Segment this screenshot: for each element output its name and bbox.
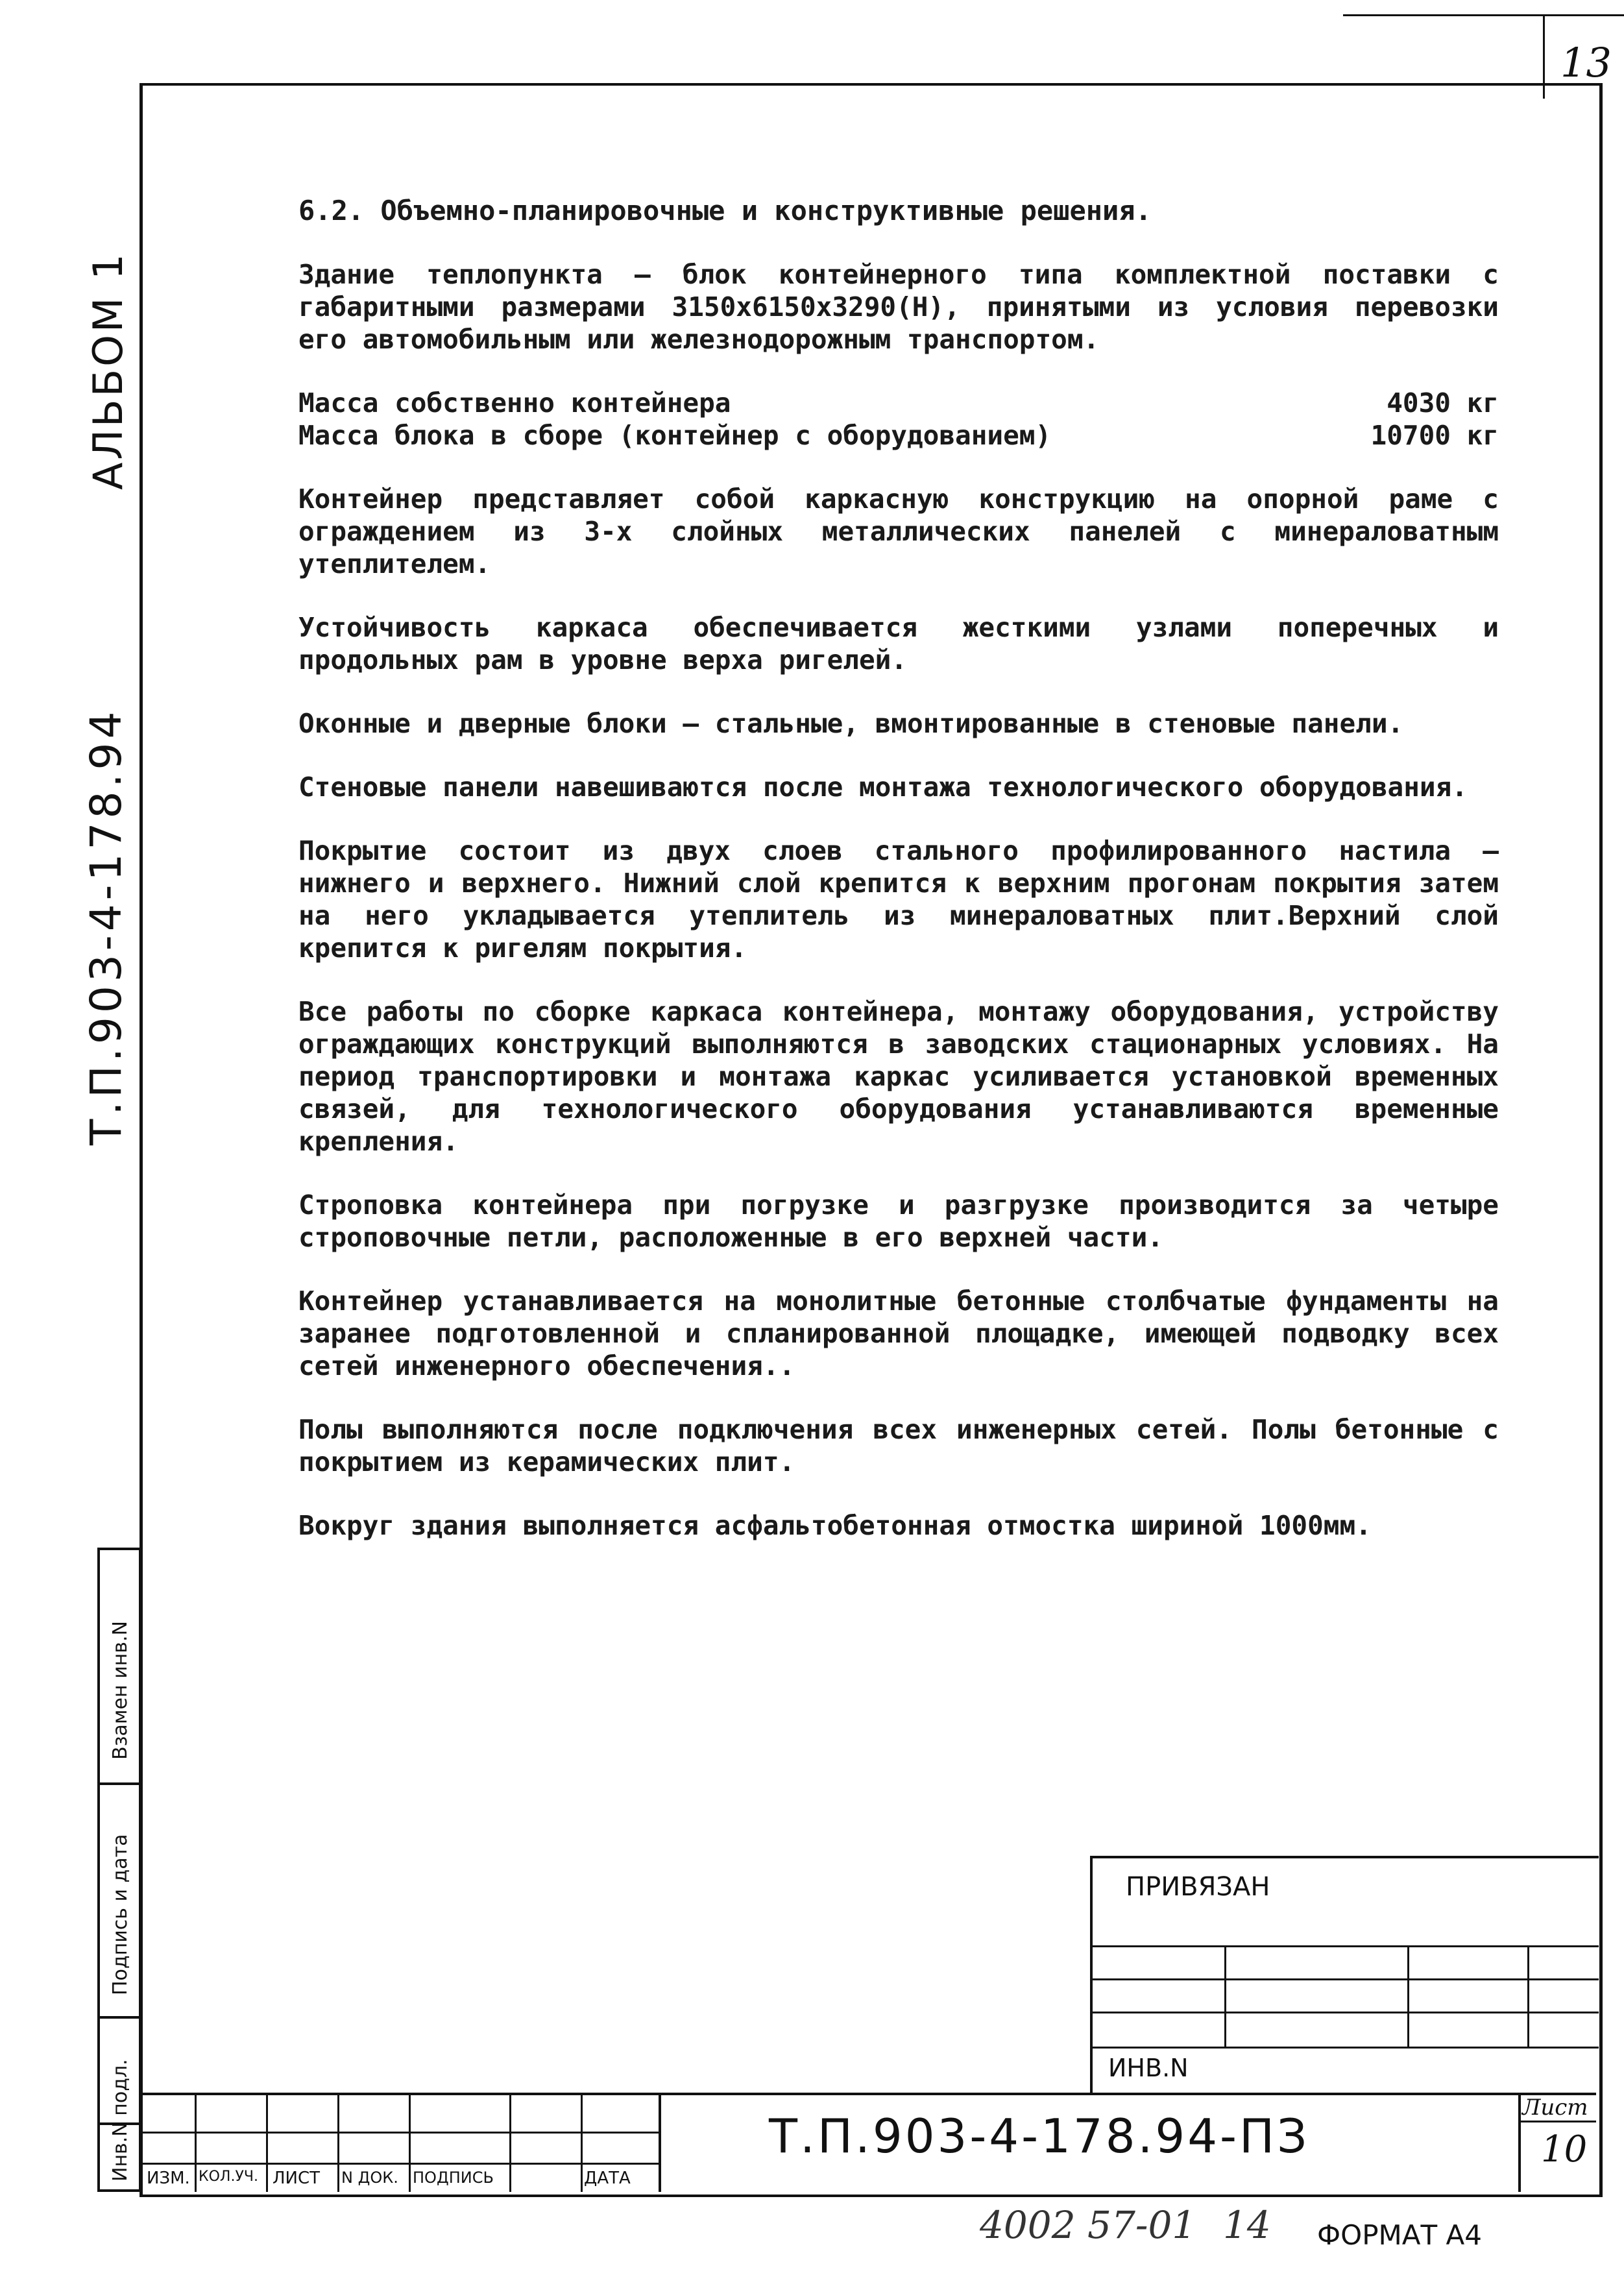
paragraph: Вокруг здания выполняется асфальтобетонная отмостка шириной 1000мм. — [298, 1510, 1372, 1541]
col-list: ЛИСТ — [273, 2169, 321, 2188]
col-n-dok: N ДОК. — [341, 2169, 398, 2187]
paragraph: Полы выполняются после подключения всех инженерных сетей. Полы бетонные с покрытием из керамических плит. — [298, 1414, 1499, 1477]
col-data: ДАТА — [584, 2169, 631, 2188]
mass-list — [298, 387, 1499, 452]
col-izm: ИЗМ. — [147, 2169, 190, 2188]
inv-label: ИНВ.N — [1108, 2054, 1189, 2082]
stamp-label-inv-podl: Инв.N подл. — [109, 2059, 132, 2182]
mass-value: 10700 кг — [1370, 420, 1499, 451]
stamp-label-podpis: Подпись и дата — [109, 1834, 132, 1995]
top-rule — [1343, 14, 1624, 16]
handwritten-archive-number: 4002 57-01 — [980, 2203, 1196, 2247]
project-code-vertical: Т.П.903-4-178.94 — [81, 707, 131, 1145]
mass-label: Масса блока в сборе (контейнер с оборудованием) — [298, 420, 1052, 451]
title-block-top — [143, 2093, 1596, 2095]
mass-label: Масса собственно контейнера — [298, 387, 731, 419]
paragraph: Строповка контейнера при погрузке и разгрузке производится за четыре строповочные петли, расположенные в его верхней части. — [298, 1189, 1499, 1253]
section-title: 6.2. Объемно-планировочные и конструктивные решения. — [298, 195, 1152, 226]
paragraph: Устойчивость каркаса обеспечивается жесткими узлами поперечных и продольных рам в уровне верха ригелей. — [298, 612, 1499, 675]
format-label: ФОРМАТ А4 — [1317, 2219, 1482, 2251]
mass-row — [298, 387, 1499, 419]
paragraph: Контейнер устанавливается на монолитные бетонные столбчатые фундаменты на заранее подготовленной и спланированной площадке, имеющей подводку всех сетей инженерного обеспечения.. — [298, 1285, 1499, 1381]
mass-value: 4030 кг — [1387, 387, 1499, 419]
corner-page-number: 13 — [1560, 39, 1612, 86]
sheet-cell-split — [1518, 2121, 1596, 2122]
title-block-divider — [659, 2093, 661, 2192]
document-body — [298, 195, 1499, 1573]
paragraph: Контейнер представляет собой каркасную конструкцию на опорной раме с ограждением из 3-х слойных металлических панелей с минераловатным утеплителем. — [298, 483, 1499, 579]
document-designation: Т.П.903-4-178.94-ПЗ — [769, 2109, 1310, 2163]
paragraph: Все работы по сборке каркаса контейнера, монтажу оборудования, устройству ограждающих конструкций выполняются в заводских стационарных условиях. На период транспортировки и монтажа каркас усиливается установкой временных связей, для технологического оборудования устанавливаются временные крепления. — [298, 996, 1499, 1157]
paragraph: Покрытие состоит из двух слоев стального профилированного настила – нижнего и верхнего. Нижний слой крепится к верхним прогонам покрытия затем на него укладывается утеплитель из минераловатных плит.Верхний слой крепится к ригелям покрытия. — [298, 835, 1499, 964]
col-kol-uch: КОЛ.УЧ. — [199, 2169, 258, 2185]
col-podpis: ПОДПИСЬ — [413, 2169, 494, 2187]
stamp-label-vzamen: Взамен инв.N — [109, 1621, 132, 1760]
paragraph: Оконные и дверные блоки – стальные, вмонтированные в стеновые панели. — [298, 708, 1404, 739]
sheet-number: 10 — [1541, 2128, 1588, 2170]
sheet-cell-divider — [1518, 2093, 1521, 2192]
paragraph: Здание теплопункта – блок контейнерного типа комплектной поставки с габаритными размерами 3150х6150х3290(Н), принятыми из условия перевозки его автомобильным или железнодорожным транспортом. — [298, 259, 1499, 355]
paragraph: Стеновые панели навешиваются после монтажа технологического оборудования. — [298, 772, 1468, 803]
mass-row — [298, 419, 1499, 452]
sheet-label: Лист — [1522, 2095, 1588, 2121]
handwritten-page-number: 14 — [1223, 2203, 1271, 2247]
privyazan-label: ПРИВЯЗАН — [1126, 1872, 1270, 1902]
album-label: АЛЬБОМ 1 — [84, 251, 132, 490]
